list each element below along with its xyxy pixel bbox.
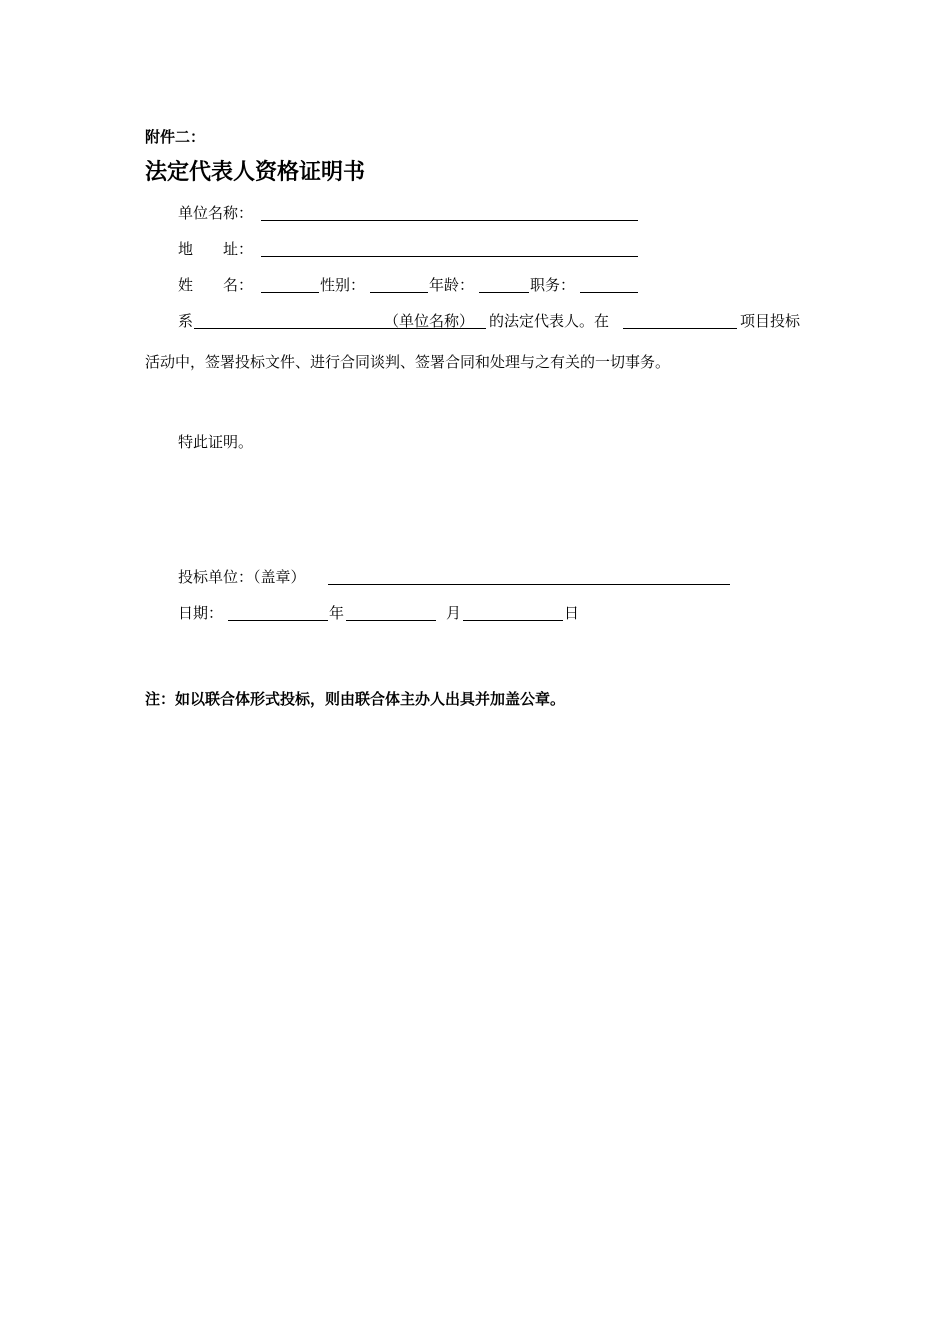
day-blank[interactable] xyxy=(463,620,563,621)
footnote: 注：如以联合体形式投标，则由联合体主办人出具并加盖公章。 xyxy=(145,690,566,708)
unit-name-label: 单位名称： xyxy=(178,204,254,222)
statement-middle: 的法定代表人。在 xyxy=(489,312,610,330)
bidder-seal-blank[interactable] xyxy=(328,584,730,585)
date-label: 日期： xyxy=(178,604,224,622)
attachment-label: 附件二： xyxy=(145,128,206,146)
year-blank[interactable] xyxy=(228,620,328,621)
position-blank[interactable] xyxy=(580,292,638,293)
name-blank[interactable] xyxy=(261,292,319,293)
unit-name-hint: （单位名称） xyxy=(384,312,475,330)
statement-line2: 活动中，签署投标文件、进行合同谈判、签署合同和处理与之有关的一切事务。 xyxy=(145,353,671,371)
document-title: 法定代表人资格证明书 xyxy=(145,159,366,185)
bidder-label: 投标单位：（盖章） xyxy=(178,568,306,586)
year-label: 年 xyxy=(329,604,345,622)
age-label: 年龄： xyxy=(429,276,475,294)
gender-label: 性别： xyxy=(320,276,366,294)
name-label: 姓 名： xyxy=(178,276,254,294)
position-label: 职务： xyxy=(530,276,576,294)
month-blank[interactable] xyxy=(346,620,436,621)
gender-blank[interactable] xyxy=(370,292,428,293)
age-blank[interactable] xyxy=(479,292,529,293)
statement-prefix: 系 xyxy=(178,312,194,330)
certify-text: 特此证明。 xyxy=(178,433,254,451)
day-label: 日 xyxy=(564,604,580,622)
address-blank[interactable] xyxy=(261,256,638,257)
statement-suffix: 项目投标 xyxy=(740,312,801,330)
month-label: 月 xyxy=(446,604,462,622)
address-label: 地 址： xyxy=(178,240,254,258)
project-name-blank[interactable] xyxy=(623,328,737,329)
unit-name-blank[interactable] xyxy=(261,220,638,221)
